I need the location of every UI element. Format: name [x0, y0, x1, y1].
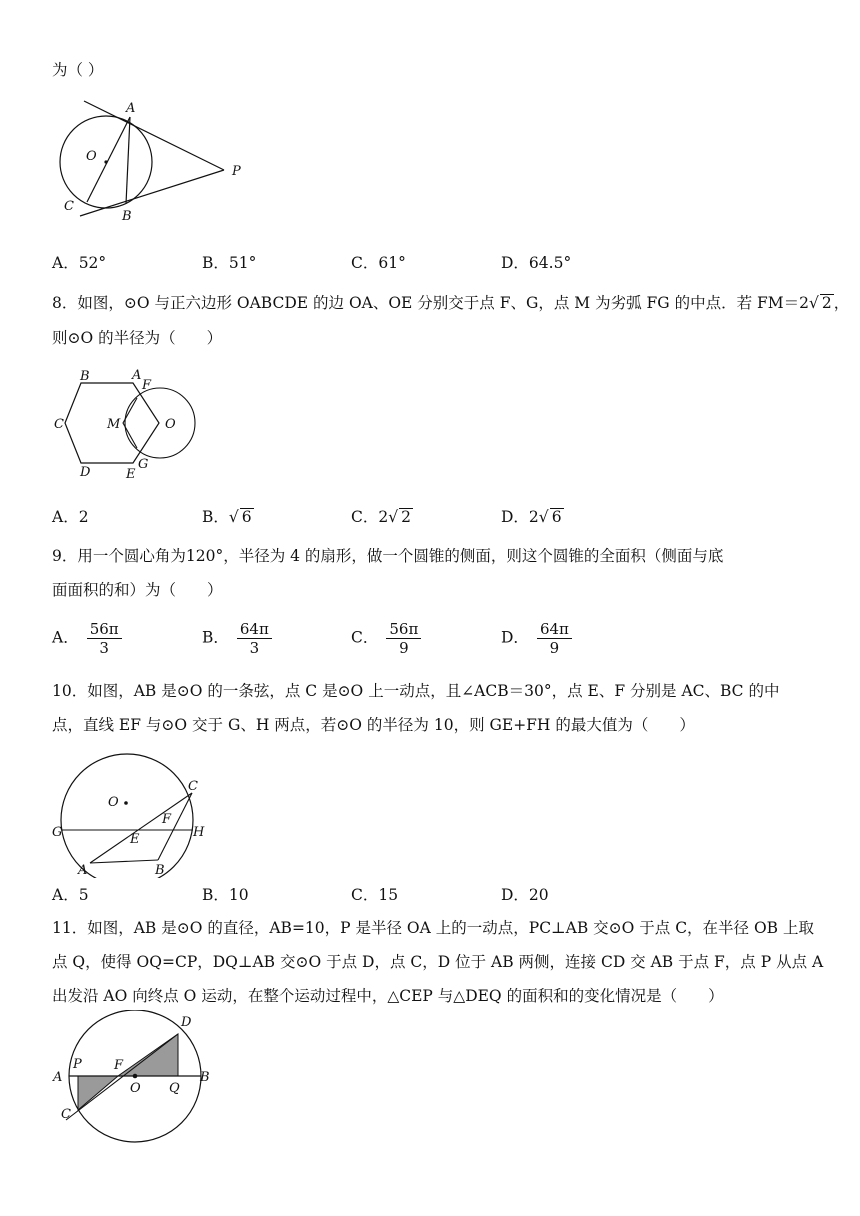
q10-option-d[interactable]: D．20 — [501, 886, 549, 904]
q8-label-a: A — [132, 368, 142, 383]
q11-label-f: F — [114, 1058, 124, 1073]
q7-label-o: O — [86, 149, 97, 164]
q8-option-a[interactable]: A．2 — [52, 508, 89, 526]
q11-label-q: Q — [169, 1081, 180, 1096]
q7-option-b[interactable]: B．51° — [202, 254, 257, 272]
q7-label-b: B — [122, 209, 132, 224]
q8-option-d[interactable]: D．2√ 6 — [501, 508, 562, 526]
q8-line2: 则⊙O 的半径为（ ） — [52, 329, 223, 347]
q8-label-e: E — [126, 467, 136, 482]
q10-label-h: H — [193, 825, 205, 840]
q8-line1-text: 8．如图，⊙O 与正六边形 OABCDE 的边 OA、OE 分别交于点 F、G，点 M 为劣弧 FG 的中点．若 FM＝2 — [52, 294, 809, 312]
q9-option-d[interactable]: D． $\frac{64\pi}{9}$ — [501, 620, 572, 657]
q11-line1: 11．如图，AB 是⊙O 的直径，AB=10，P 是半径 OA 上的一动点，PC⊥AB 交⊙O 于点 C，在半径 OB 上取 — [52, 919, 814, 937]
q8-label-g: G — [138, 457, 149, 472]
q10-line1: 10．如图，AB 是⊙O 的一条弦，点 C 是⊙O 上一动点，且∠ACB＝30°，点 E、F 分别是 AC、BC 的中 — [52, 682, 780, 700]
q8-label-c: C — [54, 417, 64, 432]
q11-label-p: P — [73, 1057, 82, 1072]
q7-tail: 为（ ） — [52, 61, 104, 79]
q8-option-c[interactable]: C．2√ 2 — [351, 508, 411, 526]
q7-label-c: C — [64, 199, 74, 214]
q10-label-c: C — [188, 779, 198, 794]
q10-label-f: F — [162, 812, 172, 827]
q7-options — [52, 251, 812, 273]
q11-label-c: C — [61, 1107, 71, 1122]
q8-line1-radicand: 2 — [821, 294, 832, 312]
q7-label-p: P — [232, 164, 241, 179]
q10-label-a: A — [78, 863, 88, 878]
q8-line1-end: ， — [833, 294, 850, 312]
q11-line2: 点 Q，使得 OQ=CP，DQ⊥AB 交⊙O 于点 D，点 C，D 位于 AB 两侧，连接 CD 交 AB 于点 F，点 P 从点 A — [52, 953, 824, 971]
q8-label-d: D — [80, 465, 91, 480]
q7-label-a: A — [126, 101, 136, 116]
q10-option-b[interactable]: B．10 — [202, 886, 249, 904]
q8-figure — [52, 366, 202, 484]
q8-label-f: F — [142, 378, 152, 393]
q9-option-c[interactable]: C． $\frac{56\pi}{9}$ — [351, 620, 421, 657]
q10-figure — [52, 748, 217, 878]
q8-label-b: B — [80, 369, 90, 384]
q10-option-c[interactable]: C．15 — [351, 886, 399, 904]
q10-option-a[interactable]: A．5 — [52, 886, 89, 904]
q11-label-b: B — [200, 1070, 210, 1085]
q9-option-a[interactable]: A． $\frac{56\pi}{3}$ — [52, 620, 122, 657]
q8-options — [52, 505, 812, 527]
q11-label-a: A — [53, 1070, 63, 1085]
q8-label-m: M — [107, 417, 121, 432]
q7-option-d[interactable]: D．64.5° — [501, 254, 572, 272]
q9-line2: 面面积的和）为（ ） — [52, 581, 223, 599]
q10-label-g: G — [52, 825, 63, 840]
q11-line3: 出发沿 AO 向终点 O 运动，在整个运动过程中，△CEP 与△DEQ 的面积和的变化情况是（ ） — [52, 987, 724, 1005]
q11-figure — [48, 1010, 223, 1150]
q7-figure — [52, 92, 252, 224]
q11-label-d: D — [181, 1015, 192, 1030]
q9-option-b[interactable]: B． $\frac{64\pi}{3}$ — [202, 620, 272, 657]
q8-option-b[interactable]: B．√ 6 — [202, 508, 252, 526]
q11-label-o: O — [130, 1081, 141, 1096]
q10-label-b: B — [155, 863, 165, 878]
q7-option-a[interactable]: A．52° — [52, 254, 107, 272]
q8-line1: 8．如图，⊙O 与正六边形 OABCDE 的边 OA、OE 分别交于点 F、G，点 M 为劣弧 FG 的中点．若 FM＝2√ 2 ， — [52, 294, 850, 312]
q10-options — [52, 883, 812, 905]
q8-label-o: O — [165, 417, 176, 432]
q9-options — [52, 614, 812, 662]
q10-line2: 点，直线 EF 与⊙O 交于 G、H 两点，若⊙O 的半径为 10，则 GE+FH 的最大值为（ ） — [52, 716, 695, 734]
q10-label-e: E — [130, 832, 140, 847]
q7-option-c[interactable]: C．61° — [351, 254, 406, 272]
q10-label-o: O — [108, 795, 119, 810]
q9-line1: 9．用一个圆心角为120°，半径为 4 的扇形，做一个圆锥的侧面，则这个圆锥的全面积（侧面与底 — [52, 547, 724, 565]
